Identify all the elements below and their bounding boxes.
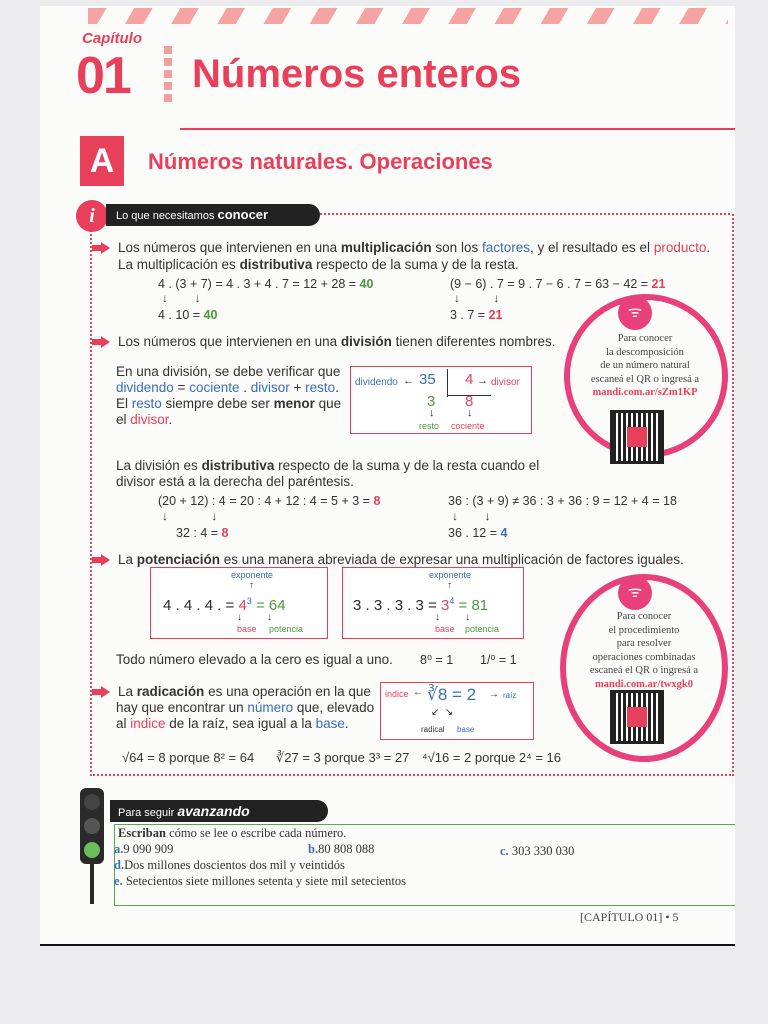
potencia-box-2: exponente ↑ 3 . 3 . 3 . $3 = 3^4 = 81$ ↓ ↓ base potencia xyxy=(342,567,524,639)
division-diagram: dividendo ← 35 4 → divisor 3 8 ↓ ↓ resto cociente xyxy=(350,366,532,434)
label-base: base xyxy=(435,624,455,634)
down-arrows: ↓ ↓ xyxy=(162,291,201,305)
label-exponente: exponente xyxy=(429,570,472,580)
label-radical: radical xyxy=(421,725,445,734)
section-letter: A xyxy=(80,136,124,186)
zero-rule: Todo número elevado a la cero es igual a uno. xyxy=(116,652,393,667)
exercise-a: a.9 090 909 xyxy=(114,842,174,856)
radical-expr: ∛8 = 2 xyxy=(427,685,477,704)
rad-line-2: hay que encontrar un número que, elevado xyxy=(116,700,375,715)
down-arrows: ↓ ↓ xyxy=(162,509,218,523)
value-4: 4 xyxy=(465,371,474,388)
mult-eq-2: (9 − 6) . 7 = 9 . 7 − 6 . 7 = 63 − 42 = 21 xyxy=(450,277,666,291)
div-p2: dividendo = cociente . divisor + resto. xyxy=(116,380,339,395)
rad-line-1: La radicación es una operación en la que xyxy=(118,684,371,699)
chapter-label: Capítulo xyxy=(82,30,142,47)
bullet-arrow-icon xyxy=(92,686,110,698)
traffic-light-pole xyxy=(90,864,94,904)
qr-link-2[interactable]: mandi.com.ar/twxgk0 xyxy=(595,678,693,690)
mult-line-1: Los números que intervienen en una multiplicación son los factores, y el resultado es el producto. xyxy=(118,240,711,255)
rad-example-2: ∛27 = 3 porque 3³ = 27 xyxy=(276,750,410,765)
label-divisor: divisor xyxy=(491,377,520,388)
traffic-light-icon xyxy=(80,788,104,864)
mult-eq-2b: 3 . 7 = 21 xyxy=(450,308,503,322)
qr-link-1[interactable]: mandi.com.ar/sZm1KP xyxy=(592,387,698,398)
div-eq-1b: 32 : 4 = 8 xyxy=(176,526,229,540)
wifi-icon: ᯤ xyxy=(618,296,652,330)
exercise-d: d.Dos millones doscientos dos mil y veintidós xyxy=(114,858,345,872)
zero-ex-1: 8⁰ = 1 xyxy=(420,653,454,667)
chapter-title: Números enteros xyxy=(192,52,521,96)
bottom-rule xyxy=(40,944,735,946)
div-dist-1: La división es distributiva respecto de la suma y de la resta cuando el xyxy=(116,458,540,473)
info-icon: i xyxy=(76,200,108,232)
potencia-expr-2: 3 . 3 . 3 . $3 = 3^4 = 81$ xyxy=(353,596,489,614)
seguir-tag: Para seguir avanzando xyxy=(110,800,328,822)
label-raiz: raíz xyxy=(503,691,517,700)
mult-eq-1b: 4 . 10 = 40 xyxy=(158,308,218,322)
mult-line-2: La multiplicación es distributiva respecto de la suma y de la resta. xyxy=(118,257,519,272)
qr-code-2[interactable] xyxy=(610,690,664,744)
chapter-number: 01 xyxy=(76,47,130,105)
div-dist-2: divisor está a la derecha del paréntesis. xyxy=(116,474,354,489)
exercise-b: b.80 808 088 xyxy=(308,842,375,856)
label-cociente: cociente xyxy=(451,421,485,431)
rad-example-3: ⁴√16 = 2 porque 2⁴ = 16 xyxy=(422,750,562,765)
mult-eq-1: 4 . (3 + 7) = 4 . 3 + 4 . 7 = 12 + 28 = 40 xyxy=(158,277,374,291)
div-line-1: Los números que intervienen en una división tienen diferentes nombres. xyxy=(118,334,556,349)
label-exponente: exponente xyxy=(231,570,274,580)
label-indice: indice xyxy=(385,689,409,699)
potencia-expr-1: 4 . 4 . 4 . = $4^3 = 64$ xyxy=(163,596,286,614)
conocer-tag: Lo que necesitamos conocer xyxy=(106,204,320,226)
bullet-arrow-icon xyxy=(92,554,110,566)
value-3: 3 xyxy=(427,393,436,410)
qr-text-1: Para conocer la descomposición de un número natural escaneá el QR o ingresá a mandi.com.ar/sZm1KP xyxy=(570,332,720,400)
bullet-arrow-icon xyxy=(92,336,110,348)
zero-ex-2: 1/⁰ = 1 xyxy=(480,653,517,667)
value-35: 35 xyxy=(419,371,436,388)
wifi-icon: ᯤ xyxy=(618,576,652,610)
label-base: base xyxy=(237,624,257,634)
label-resto: resto xyxy=(419,421,440,431)
page-footer: [CAPÍTULO 01] • 5 xyxy=(580,910,679,924)
textbook-page xyxy=(40,6,735,944)
qr-text-2: Para conocer el procedimiento para resolver operaciones combinadas escaneá el QR o ingresá a mandi.com.ar/twxgk0 xyxy=(566,610,722,691)
label-dividendo: dividendo xyxy=(355,377,398,388)
section-rule xyxy=(180,128,735,130)
down-arrows: ↓ ↓ xyxy=(452,509,491,523)
down-arrows: ↓ ↓ xyxy=(454,291,500,305)
qr-code-1[interactable] xyxy=(610,410,664,464)
div-eq-2b: 36 . 12 = 4 xyxy=(448,526,508,540)
section-title: Números naturales. Operaciones xyxy=(148,149,493,174)
label-potencia: potencia xyxy=(465,624,500,634)
potencia-box-1: exponente ↑ 4 . 4 . 4 . = $4^3 = 64$ ↓ ↓ base potencia xyxy=(150,567,328,639)
title-divider xyxy=(164,46,172,104)
div-eq-1: (20 + 12) : 4 = 20 : 4 + 12 : 4 = 5 + 3 = 8 xyxy=(158,494,381,508)
div-p4: el divisor. xyxy=(116,412,173,427)
value-8: 8 xyxy=(465,393,474,410)
radicacion-box: indice ← ∛8 = 2 → raíz ↙ ↘ radical base xyxy=(380,682,534,740)
exercise-e: e. Setecientos siete millones setenta y siete mil setecientos xyxy=(114,874,406,888)
rad-line-3: al indice de la raíz, sea igual a la base. xyxy=(116,716,349,731)
exercise-title: Escriban cómo se lee o escribe cada número. xyxy=(118,826,347,840)
pot-line-1: La potenciación es una manera abreviada de expresar una multiplicación de factores iguales. xyxy=(118,552,684,567)
div-eq-2: 36 : (3 + 9) ≠ 36 : 3 + 36 : 9 = 12 + 4 = 18 xyxy=(448,494,677,508)
div-p3: El resto siempre debe ser menor que xyxy=(116,396,342,411)
exercise-c: c. 303 330 030 xyxy=(500,844,575,858)
label-potencia: potencia xyxy=(269,624,304,634)
bullet-arrow-icon xyxy=(92,242,110,254)
header-stripes xyxy=(88,8,728,24)
rad-example-1: √64 = 8 porque 8² = 64 xyxy=(122,750,255,765)
label-base: base xyxy=(457,725,475,734)
div-p1: En una división, se debe verificar que xyxy=(116,364,341,379)
